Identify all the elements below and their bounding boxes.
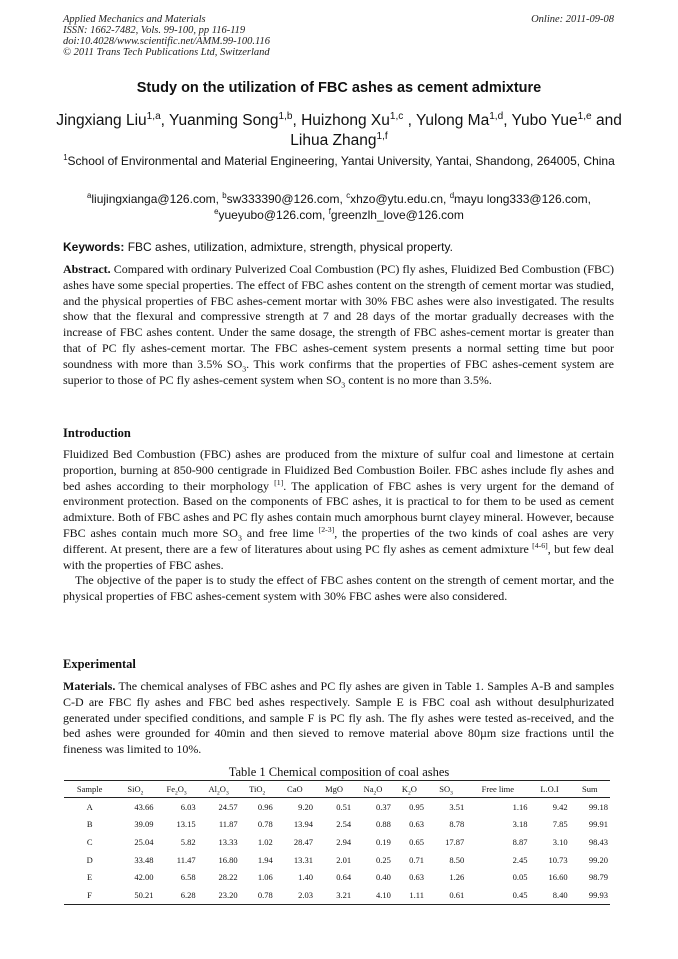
value-cell: 10.73 bbox=[548, 854, 568, 865]
value-cell: 13.15 bbox=[176, 819, 196, 830]
value-cell: 3.10 bbox=[552, 836, 568, 847]
email-list bbox=[60, 191, 618, 223]
sample-cell: B bbox=[86, 819, 93, 830]
table-header-row bbox=[64, 781, 610, 798]
col-header: Sum bbox=[570, 781, 610, 798]
value-cell: 2.45 bbox=[512, 854, 528, 865]
value-cell: 0.40 bbox=[375, 872, 391, 883]
value-cell: 0.19 bbox=[375, 836, 391, 847]
col-header: CaO bbox=[275, 781, 315, 798]
author-sup: 1,c bbox=[389, 110, 404, 122]
abstract-text: content is no more than 3.5%. bbox=[345, 372, 492, 387]
table-row bbox=[64, 886, 610, 904]
value-cell: 1.02 bbox=[257, 836, 273, 847]
table-row bbox=[64, 868, 610, 886]
value-cell: 3.51 bbox=[449, 801, 465, 812]
citation: [2-3] bbox=[318, 524, 335, 534]
table-row bbox=[64, 851, 610, 869]
value-cell: 16.80 bbox=[218, 854, 238, 865]
table-row bbox=[64, 833, 610, 851]
value-cell: 0.25 bbox=[375, 854, 391, 865]
doi: doi:10.4028/www.scientific.net/AMM.99-100.116 bbox=[63, 36, 270, 47]
author: Huizhong Xu bbox=[301, 112, 390, 129]
abstract-text: . This work confirms that the properties of FBC ashes-cement system are superior to those of PC fly ashes-cement system when SO bbox=[63, 356, 614, 387]
affiliation bbox=[60, 153, 618, 170]
section-heading-experimental: Experimental bbox=[63, 657, 136, 671]
value-cell: 6.28 bbox=[156, 886, 198, 904]
value-cell: 1.06 bbox=[257, 872, 273, 883]
value-cell: 0.78 bbox=[257, 819, 273, 830]
keywords-text: FBC ashes, utilization, admixture, strength, physical property. bbox=[124, 240, 453, 254]
email-sup: c bbox=[346, 191, 351, 200]
value-cell: 0.65 bbox=[409, 836, 424, 847]
value-cell: 13.33 bbox=[218, 836, 238, 847]
sample-cell: E bbox=[87, 872, 93, 883]
value-cell: 1.40 bbox=[298, 872, 313, 883]
author-sup: 1,d bbox=[489, 110, 504, 122]
value-cell: 0.78 bbox=[240, 886, 275, 904]
author: Yulong Ma bbox=[415, 112, 490, 129]
table-caption: Table 1 Chemical composition of coal ashes bbox=[228, 765, 450, 779]
email: mayu long333@126.com, bbox=[454, 192, 591, 206]
intro-text: . The application of FBC ashes is very urgent for the demand of environment protection. Based on the components of FBC ashes, it is practical to for them to be used as cement admixture. Both of FBC ashes and PC fly ashes contain much amorphous burnt clayey mineral. However, because FBC ashes contain much more SO bbox=[63, 478, 614, 540]
value-cell: 0.63 bbox=[409, 819, 424, 830]
author-sep: , bbox=[160, 112, 170, 129]
email-sup: b bbox=[222, 191, 227, 200]
value-cell: 2.54 bbox=[336, 819, 352, 830]
value-cell: 25.04 bbox=[134, 836, 154, 847]
subscript: 3 bbox=[341, 379, 346, 389]
email-sup: a bbox=[87, 191, 92, 200]
value-cell: 8.87 bbox=[512, 836, 528, 847]
value-cell: 6.03 bbox=[180, 801, 196, 812]
col-header: $Na_2O$ bbox=[353, 781, 393, 798]
paper-title: Study on the utilization of FBC ashes as cement admixture bbox=[136, 80, 542, 96]
value-cell: 99.93 bbox=[570, 886, 610, 904]
value-cell: 16.60 bbox=[548, 872, 568, 883]
table-body bbox=[64, 798, 610, 905]
value-cell: 6.58 bbox=[180, 872, 196, 883]
author-sep: , bbox=[403, 112, 416, 129]
value-cell: 3.18 bbox=[512, 819, 528, 830]
materials-body: The chemical analyses of FBC ashes and PC fly ashes are given in Table 1. Samples A-B and samples C-D are FBC fly ashes and FBC bed ashes respectively. Sample E is FBC coal ash without desulphurizated generated under specified conditions, and sample F is PC fly ash. The fly ashes were tested as-received, and the bed ashes were grounded for 40min and then sieved to remove material above 80µm size fractions until the fineness was limited to 10%. bbox=[63, 679, 614, 757]
value-cell: 0.64 bbox=[336, 872, 352, 883]
journal-name: Applied Mechanics and Materials bbox=[63, 14, 206, 25]
value-cell: 0.51 bbox=[336, 801, 352, 812]
value-cell: 1.26 bbox=[449, 872, 465, 883]
email-sup: e bbox=[214, 207, 219, 216]
subscript: 3 bbox=[242, 364, 247, 374]
author-sup: 1,b bbox=[278, 110, 293, 122]
value-cell: 99.91 bbox=[588, 819, 608, 830]
email: greenzlh_love@126.com bbox=[330, 208, 464, 222]
intro-text: Fluidized Bed Combustion (FBC) ashes are produced from the mixture of sulfur coal and limestone at certain proportion, burning at 850-900 centigrade in Fluidized Bed Combustion Boiler. FBC ashes include fly ashes and bed ashes according to their morphology bbox=[63, 447, 614, 493]
keywords-label: Keywords: bbox=[63, 240, 125, 254]
col-header: TiO$_2$ bbox=[240, 781, 275, 798]
email: xhzo@ytu.edu.cn, bbox=[350, 192, 450, 206]
chemical-composition-table bbox=[64, 780, 610, 905]
author-list bbox=[55, 111, 623, 151]
affiliation-sup: 1 bbox=[63, 153, 68, 162]
value-cell: 11.47 bbox=[176, 854, 196, 865]
affiliation-text: School of Environmental and Material Engineering, Yantai University, Yantai, Shandong, 264005, China bbox=[67, 154, 615, 168]
citation: [4-6] bbox=[532, 540, 548, 550]
value-cell: 5.82 bbox=[180, 836, 196, 847]
col-header: L.O.I bbox=[529, 781, 569, 798]
col-header: MgO bbox=[315, 781, 353, 798]
abstract-text: Compared with ordinary Pulverized Coal Combustion (PC) fly ashes, Fluidized Bed Combustion (FBC) ashes have some special properties. The effect of FBC ashes content on the strength of cement mortar was studied, and the physical properties of FBC ashes-cement mortar with 30% FBC ashes were also investigated. The results show that the flexural and compressive strength at 7 and 28 days of the mortar gradually decreases with the increase of FBC ashes content. Under the same dosage, the strength of FBC ashes-cement mortar is greater than that of PC fly ashes-cement mortar. The FBC ashes-cement system presents a normal setting time but poor soundness with more than 3.5% SO bbox=[63, 262, 614, 371]
value-cell: 2.01 bbox=[336, 854, 352, 865]
abstract bbox=[63, 262, 614, 388]
col-header: $Fe_2O_3$ bbox=[156, 781, 198, 798]
value-cell: 0.45 bbox=[466, 886, 529, 904]
value-cell: 33.48 bbox=[134, 854, 154, 865]
value-cell: 9.42 bbox=[552, 801, 568, 812]
author: Yubo Yue bbox=[511, 112, 578, 129]
value-cell: 0.95 bbox=[409, 801, 424, 812]
value-cell: 43.66 bbox=[134, 801, 154, 812]
value-cell: 99.18 bbox=[588, 801, 608, 812]
value-cell: 42.00 bbox=[134, 872, 154, 883]
author-sup: 1,e bbox=[577, 110, 592, 122]
intro-text: , the properties of the two kinds of coal ashes are very different. At present, there are a few of literatures about using PC fly ashes as cement admixture bbox=[63, 525, 615, 556]
email: liujingxianga@126.com, bbox=[91, 192, 223, 206]
value-cell: 13.94 bbox=[293, 819, 313, 830]
value-cell: 7.85 bbox=[552, 819, 568, 830]
materials-label: Materials. bbox=[63, 679, 116, 693]
value-cell: 23.20 bbox=[198, 886, 240, 904]
value-cell: 9.20 bbox=[298, 801, 313, 812]
value-cell: 13.31 bbox=[293, 854, 313, 865]
keywords bbox=[63, 240, 623, 254]
email-sup: f bbox=[328, 207, 331, 216]
value-cell: 28.47 bbox=[293, 836, 313, 847]
value-cell: 28.22 bbox=[218, 872, 238, 883]
value-cell: 0.37 bbox=[375, 801, 391, 812]
author: Yuanming Song bbox=[169, 112, 279, 129]
value-cell: 11.87 bbox=[218, 819, 238, 830]
value-cell: 1.11 bbox=[393, 886, 426, 904]
value-cell: 24.57 bbox=[218, 801, 238, 812]
issn: ISSN: 1662-7482, Vols. 99-100, pp 116-119 bbox=[63, 25, 246, 36]
author-sep: , bbox=[503, 112, 512, 129]
value-cell: 0.05 bbox=[512, 872, 528, 883]
table-row bbox=[64, 798, 610, 816]
author-sep: and bbox=[591, 112, 622, 129]
col-header: $SO_3$ bbox=[426, 781, 466, 798]
value-cell: 0.96 bbox=[257, 801, 273, 812]
intro-text: , but few deal with the properties of FBC ashes. bbox=[63, 541, 614, 572]
value-cell: 17.87 bbox=[445, 836, 465, 847]
online-date: Online: 2011-09-08 bbox=[531, 14, 614, 25]
sample-cell: D bbox=[86, 854, 93, 865]
sample-cell: A bbox=[86, 801, 93, 812]
value-cell: 99.20 bbox=[588, 854, 608, 865]
value-cell: 50.21 bbox=[115, 886, 155, 904]
email-sup: d bbox=[449, 191, 455, 200]
value-cell: 0.61 bbox=[426, 886, 466, 904]
journal-header bbox=[63, 14, 270, 58]
value-cell: 39.09 bbox=[134, 819, 154, 830]
author-sup: 1,f bbox=[376, 130, 388, 142]
col-header: SiO$_2$ bbox=[115, 781, 155, 798]
section-heading-introduction: Introduction bbox=[63, 426, 131, 440]
value-cell: 98.43 bbox=[588, 836, 608, 847]
value-cell: 8.78 bbox=[449, 819, 465, 830]
copyright: © 2011 Trans Tech Publications Ltd, Switzerland bbox=[63, 47, 270, 58]
value-cell: 4.10 bbox=[353, 886, 393, 904]
subscript: 3 bbox=[237, 533, 242, 543]
abstract-label: Abstract. bbox=[63, 262, 111, 276]
email: yueyubo@126.com, bbox=[218, 208, 329, 222]
col-header: Sample bbox=[64, 781, 115, 798]
col-header: $Al_2O_3$ bbox=[198, 781, 240, 798]
sample-cell: F bbox=[64, 886, 115, 904]
value-cell: 98.79 bbox=[588, 872, 608, 883]
email: sw333390@126.com, bbox=[226, 192, 347, 206]
table-row bbox=[64, 816, 610, 834]
value-cell: 2.94 bbox=[336, 836, 352, 847]
value-cell: 2.03 bbox=[275, 886, 315, 904]
author: Jingxiang Liu bbox=[56, 112, 147, 129]
citation: [1] bbox=[274, 477, 284, 487]
materials-text bbox=[63, 679, 614, 758]
author-sep: , bbox=[292, 112, 302, 129]
intro-paragraph-2: The objective of the paper is to study the effect of FBC ashes content on the strength of cement mortar, and the physical properties of FBC ashes-cement system with 30% FBC ashes were also considered. bbox=[63, 573, 614, 604]
sample-cell: C bbox=[86, 836, 93, 847]
value-cell: 3.21 bbox=[315, 886, 353, 904]
value-cell: 1.16 bbox=[512, 801, 528, 812]
value-cell: 8.40 bbox=[529, 886, 569, 904]
author: Lihua Zhang bbox=[290, 132, 377, 149]
value-cell: 8.50 bbox=[449, 854, 465, 865]
col-header: Free lime bbox=[466, 781, 529, 798]
col-header: $K_2O$ bbox=[393, 781, 426, 798]
author-sup: 1,a bbox=[146, 110, 161, 122]
value-cell: 0.71 bbox=[409, 854, 424, 865]
value-cell: 0.88 bbox=[375, 819, 391, 830]
value-cell: 1.94 bbox=[257, 854, 273, 865]
introduction-text bbox=[63, 447, 614, 605]
intro-text: and free lime bbox=[241, 525, 319, 540]
value-cell: 0.63 bbox=[409, 872, 424, 883]
